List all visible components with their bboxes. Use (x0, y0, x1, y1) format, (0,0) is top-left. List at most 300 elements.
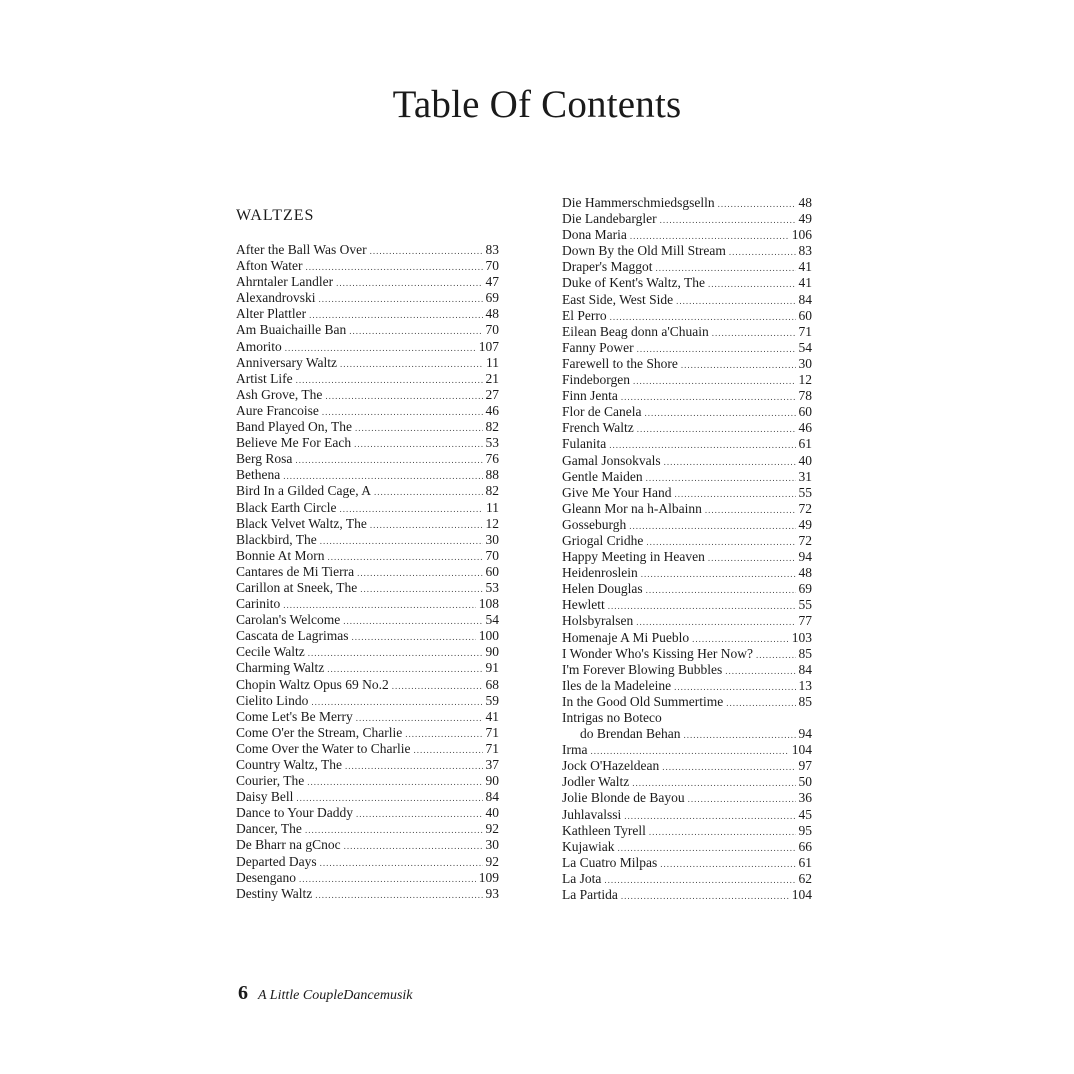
toc-entry (562, 774, 812, 790)
toc-entry (236, 870, 499, 886)
dot-leader (392, 678, 483, 694)
entry-title: Cecile Waltz (236, 644, 305, 660)
entry-title: Alter Plattler (236, 306, 307, 322)
entry-page-number: 61 (798, 854, 812, 870)
toc-entry (562, 356, 812, 372)
dot-leader (285, 340, 476, 356)
entry-title: Jolie Blonde de Bayou (562, 790, 685, 806)
entry-title: Draper's Maggot (562, 259, 653, 275)
entry-title: Jock O'Hazeldean (562, 758, 660, 774)
dot-leader (646, 534, 795, 550)
entry-page-number: 12 (798, 372, 812, 388)
toc-entry (236, 612, 499, 628)
entry-page-number: 48 (798, 195, 812, 210)
entry-title: Bird In a Gilded Cage, A (236, 483, 371, 499)
entry-title: Artist Life (236, 370, 293, 386)
page-footer (238, 982, 413, 1005)
toc-entry (236, 644, 499, 660)
entry-title: Alexandrovski (236, 290, 316, 306)
dot-leader (662, 759, 795, 775)
dot-leader (660, 212, 796, 228)
entry-page-number: 54 (485, 612, 499, 628)
entry-page-number: 46 (485, 402, 499, 418)
toc-entry (236, 419, 499, 435)
dot-leader (305, 822, 483, 838)
entry-page-number: 31 (798, 468, 812, 484)
entry-page-number: 60 (485, 563, 499, 579)
toc-entry (236, 371, 499, 387)
entry-page-number: 62 (798, 870, 812, 886)
toc-entry (562, 308, 812, 324)
toc-entry (236, 548, 499, 564)
entry-page-number: 30 (485, 531, 499, 547)
toc-entry (562, 887, 812, 903)
entry-page-number: 84 (798, 661, 812, 677)
entry-title: Aure Francoise (236, 402, 319, 418)
entry-title: De Bharr na gCnoc (236, 837, 341, 853)
toc-entry (236, 821, 499, 837)
toc-entry (236, 886, 499, 902)
toc-entry (562, 453, 812, 469)
dot-leader (299, 871, 476, 887)
entry-title: Hewlett (562, 597, 605, 613)
toc-entry (562, 324, 812, 340)
dot-leader (712, 325, 796, 341)
dot-leader (644, 405, 795, 421)
toc-entry (562, 388, 812, 404)
entry-page-number: 107 (478, 338, 499, 354)
dot-leader (708, 276, 796, 292)
entry-page-number: 100 (478, 628, 499, 644)
entry-page-number: 82 (485, 419, 499, 435)
entry-page-number: 49 (798, 211, 812, 227)
entry-page-number: 47 (485, 274, 499, 290)
entry-title: Cantares de Mi Tierra (236, 563, 355, 579)
dot-leader (344, 838, 483, 854)
entry-page-number: 12 (485, 515, 499, 531)
entry-title: Die Hammerschmiedsgselln (562, 195, 715, 210)
entry-page-number: 53 (485, 435, 499, 451)
toc-entry (236, 500, 499, 516)
entry-title: Flor de Canela (562, 404, 642, 420)
dot-leader (318, 291, 482, 307)
entry-title: Believe Me For Each (236, 435, 352, 451)
entry-page-number: 11 (486, 354, 499, 370)
toc-entry (562, 871, 812, 887)
entry-page-number: 41 (798, 259, 812, 275)
section-heading: WALTZES (236, 207, 315, 224)
dot-leader (309, 307, 482, 323)
dot-leader (688, 791, 796, 807)
dot-leader (621, 888, 789, 904)
entry-page-number: 92 (485, 821, 499, 837)
dot-leader (295, 452, 482, 468)
dot-leader (340, 356, 483, 372)
entry-title: I'm Forever Blowing Bubbles (562, 661, 723, 677)
dot-leader (718, 196, 796, 212)
toc-entry (236, 709, 499, 725)
entry-title: Kujawiak (562, 838, 615, 854)
toc-entry (562, 807, 812, 823)
dot-leader (370, 517, 483, 533)
dot-leader (641, 566, 796, 582)
entry-page-number: 30 (485, 837, 499, 853)
entry-title: French Waltz (562, 420, 634, 436)
page-title: Table Of Contents (392, 83, 682, 126)
entry-title: Black Velvet Waltz, The (236, 515, 367, 531)
toc-entry (236, 725, 499, 741)
entry-page-number: 41 (798, 275, 812, 291)
entry-page-number: 104 (791, 887, 812, 903)
toc-entry (236, 677, 499, 693)
toc-entry (562, 469, 812, 485)
toc-entry (236, 355, 499, 371)
entry-page-number: 78 (798, 388, 812, 404)
dot-leader (590, 743, 788, 759)
dot-leader (646, 582, 796, 598)
entry-title: Griogal Cridhe (562, 532, 644, 548)
dot-leader (624, 808, 795, 824)
toc-entry (562, 758, 812, 774)
toc-entry (562, 211, 812, 227)
toc-entry (562, 613, 812, 629)
toc-entry (562, 420, 812, 436)
toc-entry (562, 517, 812, 533)
toc-entry (236, 451, 499, 467)
entry-page-number: 69 (485, 290, 499, 306)
dot-leader (675, 486, 796, 502)
entry-title: La Cuatro Milpas (562, 854, 658, 870)
dot-leader (360, 581, 482, 597)
dot-leader (646, 470, 796, 486)
entry-title: Bethena (236, 467, 281, 483)
entry-title: Black Earth Circle (236, 499, 337, 515)
entry-page-number: 70 (485, 322, 499, 338)
entry-title: Finn Jenta (562, 388, 618, 404)
entry-title: Blackbird, The (236, 531, 317, 547)
entry-page-number: 84 (798, 291, 812, 307)
entry-page-number: 94 (798, 549, 812, 565)
entry-title: Gamal Jonsokvals (562, 452, 661, 468)
toc-entry (236, 580, 499, 596)
entry-title: Charming Waltz (236, 660, 325, 676)
entry-page-number: 50 (798, 774, 812, 790)
entry-title: Irma (562, 742, 588, 758)
entry-title: Courier, The (236, 773, 305, 789)
toc-entry (236, 435, 499, 451)
dot-leader (405, 726, 482, 742)
toc-entry (562, 726, 812, 742)
dot-leader (660, 856, 795, 872)
entry-title: Down By the Old Mill Stream (562, 243, 726, 259)
entry-title: Amorito (236, 338, 282, 354)
dot-leader (656, 260, 796, 276)
toc-entry (236, 467, 499, 483)
entry-page-number: 13 (798, 677, 812, 693)
dot-leader (322, 404, 483, 420)
dot-leader (328, 549, 483, 565)
dot-leader (320, 855, 483, 871)
entry-page-number: 59 (485, 692, 499, 708)
entry-title: Anniversary Waltz (236, 354, 338, 370)
entry-title: Findeborgen (562, 372, 630, 388)
entry-page-number: 30 (798, 355, 812, 371)
entry-title: Carolan's Welcome (236, 612, 341, 628)
entry-page-number: 41 (485, 708, 499, 724)
toc-entry (236, 242, 499, 258)
dot-leader (692, 631, 789, 647)
toc-entry (562, 259, 812, 275)
dot-leader (725, 663, 795, 679)
entry-title: After the Ball Was Over (236, 242, 367, 257)
dot-leader (339, 501, 483, 517)
dot-leader (617, 840, 795, 856)
entry-title: Come Let's Be Merry (236, 708, 353, 724)
entry-title: Happy Meeting in Heaven (562, 549, 705, 565)
entry-page-number: 85 (798, 693, 812, 709)
toc-entry (236, 596, 499, 612)
toc-entry (562, 533, 812, 549)
dot-leader (676, 293, 795, 309)
toc-entry (236, 290, 499, 306)
dot-leader (629, 518, 795, 534)
entry-page-number: 93 (485, 885, 499, 901)
entry-page-number: 60 (798, 307, 812, 323)
dot-leader (306, 259, 483, 275)
entry-title: Departed Days (236, 853, 317, 869)
entry-page-number: 36 (798, 790, 812, 806)
toc-entry (562, 678, 812, 694)
entry-title: Gleann Mor na h-Albainn (562, 500, 702, 516)
entry-page-number: 104 (791, 742, 812, 758)
dot-leader (610, 309, 796, 325)
entry-page-number: 85 (798, 645, 812, 661)
toc-entry (236, 805, 499, 821)
entry-title: Holsbyralsen (562, 613, 634, 629)
entry-title: Cielito Lindo (236, 692, 309, 708)
entry-page-number: 60 (798, 404, 812, 420)
entry-page-number: 70 (485, 258, 499, 274)
toc-entry (562, 630, 812, 646)
entry-title: Daisy Bell (236, 789, 294, 805)
entry-page-number: 49 (798, 516, 812, 532)
entry-page-number: 21 (485, 370, 499, 386)
entry-page-number: 72 (798, 500, 812, 516)
entry-page-number: 61 (798, 436, 812, 452)
toc-column-right (562, 195, 812, 903)
entry-title: Come O'er the Stream, Charlie (236, 724, 403, 740)
toc-entry (236, 628, 499, 644)
dot-leader (683, 727, 795, 743)
entry-page-number: 94 (798, 726, 812, 742)
toc-entry (562, 436, 812, 452)
entry-title: Kathleen Tyrell (562, 822, 646, 838)
entry-page-number: 37 (485, 757, 499, 772)
book-title: A Little CoupleDancemusik (258, 988, 413, 1003)
toc-entry (562, 404, 812, 420)
entry-page-number: 84 (485, 789, 499, 805)
toc-entry (562, 485, 812, 501)
dot-leader (609, 437, 795, 453)
entry-page-number: 71 (798, 323, 812, 339)
dot-leader (307, 774, 482, 790)
entry-page-number: 90 (485, 644, 499, 660)
dot-leader (356, 710, 483, 726)
entry-title: do Brendan Behan (580, 726, 681, 742)
dot-leader (357, 565, 482, 581)
entry-title: Jodler Waltz (562, 774, 630, 790)
entry-page-number: 97 (798, 758, 812, 774)
dot-leader (708, 550, 796, 566)
entry-title: Dance to Your Daddy (236, 805, 353, 821)
dot-leader (315, 887, 482, 903)
dot-leader (636, 614, 795, 630)
entry-page-number: 106 (791, 227, 812, 243)
dot-leader (649, 824, 796, 840)
toc-entry (562, 227, 812, 243)
entry-page-number: 40 (485, 805, 499, 821)
dot-leader (343, 613, 482, 629)
toc-entry (236, 789, 499, 805)
toc-entry (562, 646, 812, 662)
entry-title: Carinito (236, 596, 281, 612)
toc-entry (236, 532, 499, 548)
entry-page-number: 83 (485, 242, 499, 257)
entry-title: Homenaje A Mi Pueblo (562, 629, 690, 645)
page-number: 6 (238, 982, 248, 1004)
toc-entry (562, 839, 812, 855)
entry-title: Ahrntaler Landler (236, 274, 334, 290)
entry-title: Fulanita (562, 436, 607, 452)
entry-title: I Wonder Who's Kissing Her Now? (562, 645, 753, 661)
entry-title: La Partida (562, 887, 618, 903)
dot-leader (633, 373, 796, 389)
entry-title: Farewell to the Shore (562, 355, 678, 371)
entry-page-number: 66 (798, 838, 812, 854)
dot-leader (374, 484, 483, 500)
entry-page-number: 48 (485, 306, 499, 322)
dot-leader (729, 244, 796, 260)
dot-leader (756, 647, 796, 663)
entry-page-number: 90 (485, 773, 499, 789)
entry-page-number: 88 (485, 467, 499, 483)
dot-leader (320, 533, 483, 549)
entry-page-number: 40 (798, 452, 812, 468)
entry-title: Country Waltz, The (236, 757, 343, 772)
dot-leader (336, 275, 482, 291)
entry-title: Desengano (236, 869, 296, 885)
toc-entry (236, 837, 499, 853)
toc-entry (236, 693, 499, 709)
dot-leader (356, 806, 483, 822)
dot-leader (726, 695, 795, 711)
dot-leader (632, 775, 795, 791)
entry-page-number: 68 (485, 676, 499, 692)
toc-entry (562, 597, 812, 613)
dot-leader (283, 468, 482, 484)
entry-title: Band Played On, The (236, 419, 352, 435)
entry-page-number: 53 (485, 579, 499, 595)
toc-entry (562, 549, 812, 565)
toc-entry (236, 660, 499, 676)
entry-title: Berg Rosa (236, 451, 293, 467)
dot-leader (604, 872, 795, 888)
entry-title: Carillon at Sneek, The (236, 579, 358, 595)
entry-page-number: 55 (798, 597, 812, 613)
toc-entry (236, 306, 499, 322)
entry-title: La Jota (562, 870, 602, 886)
entry-page-number: 27 (485, 386, 499, 402)
dot-leader (674, 679, 795, 695)
entry-page-number: 48 (798, 565, 812, 581)
dot-leader (664, 454, 796, 470)
dot-leader (349, 323, 482, 339)
toc-entry (236, 773, 499, 789)
toc-entry (562, 340, 812, 356)
toc-entry (236, 757, 499, 773)
dot-leader (637, 421, 796, 437)
entry-title: Die Landebargler (562, 211, 657, 227)
toc-entry (562, 565, 812, 581)
dot-leader (355, 420, 483, 436)
entry-page-number: 46 (798, 420, 812, 436)
entry-title: Eilean Beag donn a'Chuain (562, 323, 709, 339)
dot-leader (311, 694, 482, 710)
entry-title: Am Buaichaille Ban (236, 322, 347, 338)
entry-title: Intrigas no Boteco (562, 710, 662, 725)
dot-leader (354, 436, 482, 452)
dot-leader (296, 372, 483, 388)
toc-entry (562, 243, 812, 259)
entry-page-number: 76 (485, 451, 499, 467)
dot-leader (621, 389, 796, 405)
toc-entry (562, 581, 812, 597)
dot-leader (637, 341, 796, 357)
entry-title: Helen Douglas (562, 581, 643, 597)
entry-title: Cascata de Lagrimas (236, 628, 349, 644)
toc-entry (236, 564, 499, 580)
toc-entry (562, 790, 812, 806)
toc-entry (562, 372, 812, 388)
entry-page-number: 83 (798, 243, 812, 259)
toc-entry (236, 741, 499, 757)
toc-column-left (236, 242, 499, 902)
toc-entry (236, 516, 499, 532)
entry-title: Ash Grove, The (236, 386, 323, 402)
toc-entry (236, 274, 499, 290)
dot-leader (681, 357, 796, 373)
dot-leader (351, 629, 475, 645)
entry-title: Dona Maria (562, 227, 627, 243)
entry-page-number: 108 (478, 596, 499, 612)
entry-title: Come Over the Water to Charlie (236, 740, 411, 756)
dot-leader (308, 645, 483, 661)
dot-leader (630, 228, 789, 244)
entry-title: Gentle Maiden (562, 468, 643, 484)
toc-entry (236, 322, 499, 338)
entry-title: Afton Water (236, 258, 303, 274)
entry-title: Juhlavalssi (562, 806, 622, 822)
entry-page-number: 77 (798, 613, 812, 629)
dot-leader (608, 598, 796, 614)
entry-page-number: 109 (478, 869, 499, 885)
entry-title: El Perro (562, 307, 607, 323)
dot-leader (705, 502, 796, 518)
entry-page-number: 71 (485, 724, 499, 740)
entry-page-number: 92 (485, 853, 499, 869)
entry-title: Heidenroslein (562, 565, 638, 581)
dot-leader (283, 597, 476, 613)
